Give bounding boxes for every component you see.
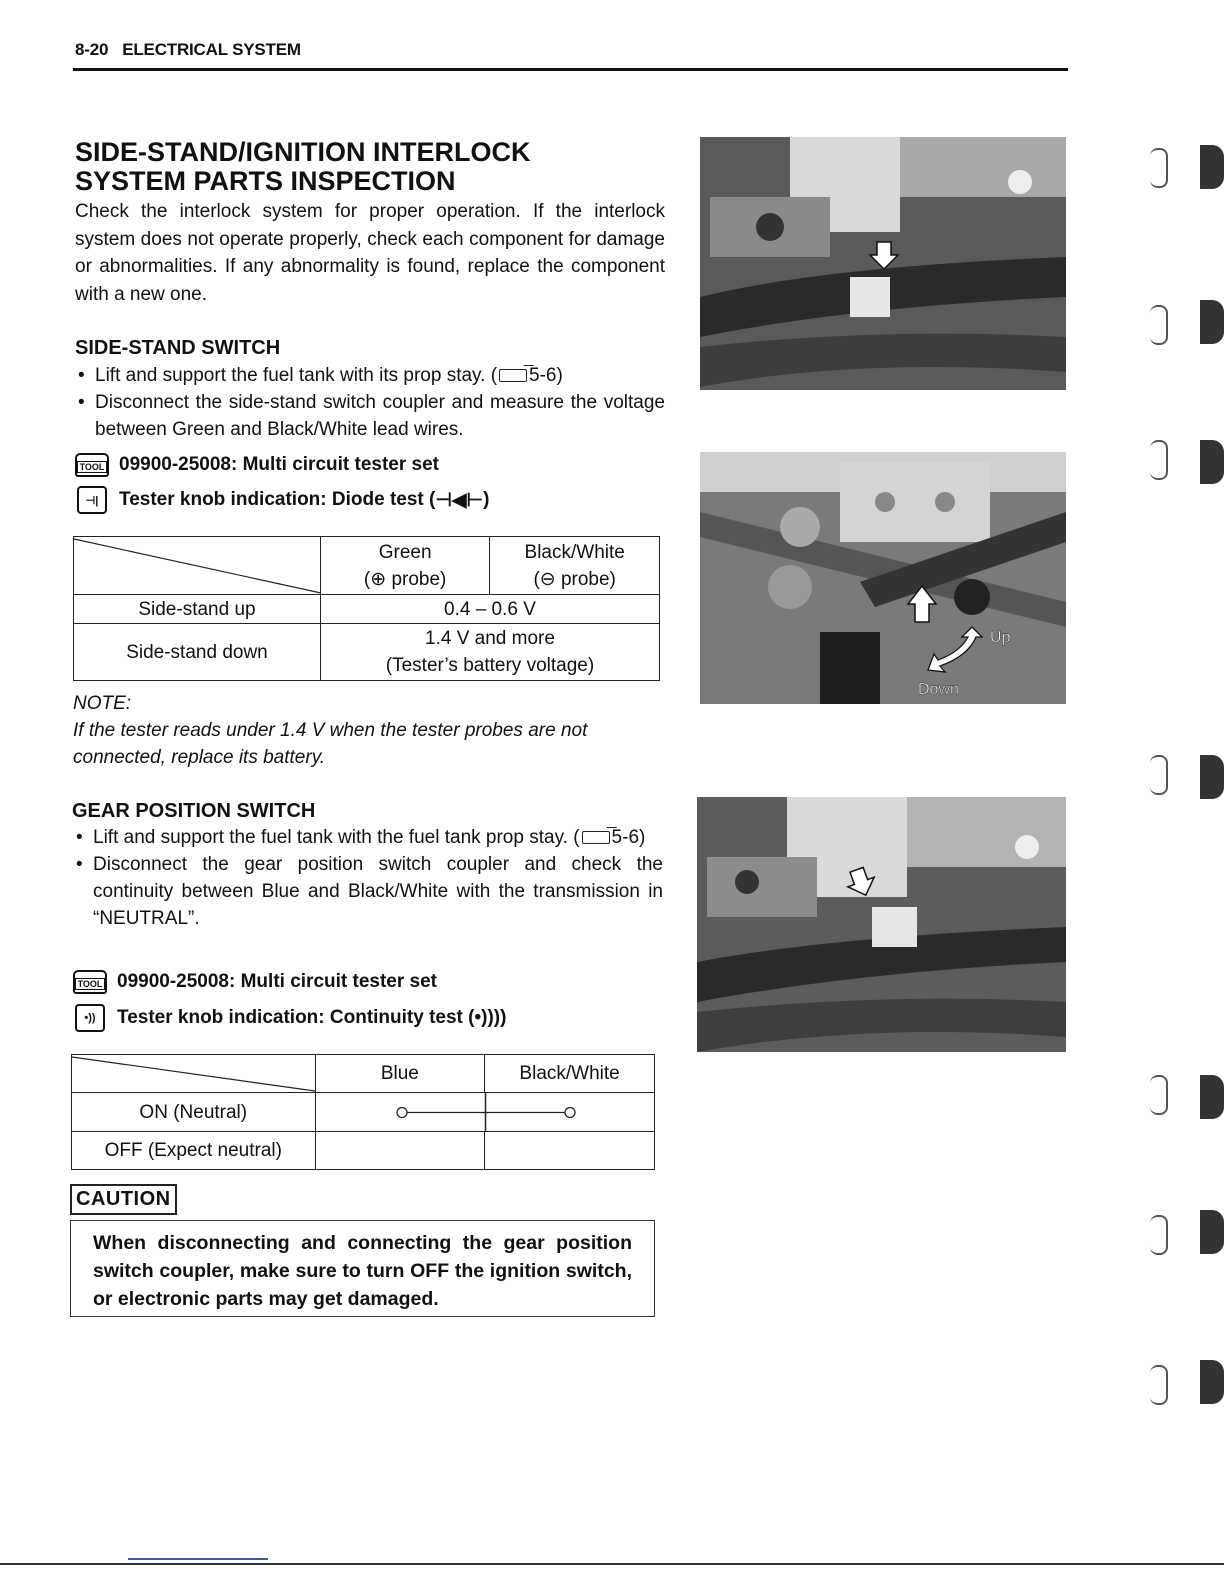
row-label: Side-stand down <box>74 624 321 681</box>
page-bottom-mark <box>128 1558 268 1560</box>
binder-tab <box>1200 300 1224 344</box>
knob-label: Tester knob indication: Continuity test ( <box>117 1007 475 1028</box>
binder-tab <box>1200 755 1224 799</box>
empty-cell <box>485 1132 655 1170</box>
list-item <box>73 824 663 851</box>
tool-icon <box>75 453 109 477</box>
photo-side-stand-switch <box>700 452 1066 704</box>
row-label: Side-stand up <box>74 595 321 624</box>
down-label: Down <box>918 681 959 698</box>
page-header <box>75 40 301 60</box>
note-block <box>73 690 665 771</box>
continuity-cell <box>315 1093 654 1132</box>
binder-tab <box>1200 440 1224 484</box>
row-value: 0.4 – 0.6 V <box>320 595 659 624</box>
value-line: 1.4 V and more <box>425 628 555 649</box>
photo-side-stand-coupler <box>700 137 1066 390</box>
gear-position-steps <box>73 824 663 932</box>
page-bottom-edge <box>0 1563 1224 1565</box>
step-text: Lift and support the fuel tank with the fuel tank prop stay. ( <box>93 827 580 848</box>
caution-box: When disconnecting and connecting the gear position switch coupler, make sure to turn OFF the ignition switch, or electronic parts may get damaged. <box>70 1220 655 1317</box>
step-reference: 5-6) <box>611 827 646 848</box>
list-item: • Disconnect the gear position switch coupler and check the continuity between Blue and Black/White with the transmission in “NEUTRAL”. <box>73 851 663 932</box>
tool-line <box>75 453 439 477</box>
row-value <box>320 624 659 681</box>
binder-tab <box>1200 1210 1224 1254</box>
table-corner <box>72 1055 316 1093</box>
knob-close: ) <box>500 1007 507 1028</box>
knob-line <box>77 486 489 514</box>
reference-icon <box>582 831 610 844</box>
binder-tab <box>1150 440 1168 480</box>
binder-tab <box>1200 145 1224 189</box>
binder-tab <box>1150 148 1168 188</box>
binder-tab <box>1150 1075 1168 1115</box>
column-sublabel: (⊖ probe) <box>533 568 616 590</box>
binder-tab <box>1200 1075 1224 1119</box>
step-reference: 5-6) <box>529 365 563 386</box>
gear-position-table <box>71 1054 655 1170</box>
up-label: Up <box>990 629 1011 646</box>
binder-tab <box>1150 1215 1168 1255</box>
tool-icon-text: TOOL <box>77 461 108 473</box>
value-line: (Tester’s battery voltage) <box>385 655 595 676</box>
caution-label: CAUTION <box>70 1184 177 1215</box>
diagonal-line <box>72 1055 315 1093</box>
knob-line <box>75 1004 506 1032</box>
side-stand-steps <box>75 362 665 443</box>
table-corner <box>74 537 321 595</box>
tool-label: 09900-25008: Multi circuit tester set <box>119 454 439 475</box>
column-label: Green <box>378 541 432 563</box>
diode-symbol: ⊣◀⊢ <box>435 489 484 511</box>
binder-tab <box>1150 305 1168 345</box>
section-title: ELECTRICAL SYSTEM <box>122 40 301 59</box>
reference-icon <box>499 369 527 382</box>
page-number: 8-20 <box>75 40 109 59</box>
table-header <box>490 537 660 595</box>
note-text: If the tester reads under 1.4 V when the tester probes are not connected, replace its battery. <box>73 720 588 768</box>
column-label: Black/White <box>524 541 625 563</box>
continuity-connection <box>316 1093 654 1132</box>
list-item <box>75 362 665 389</box>
side-stand-heading: SIDE-STAND SWITCH <box>75 337 281 359</box>
continuity-symbol: •))) <box>474 1007 501 1028</box>
row-label: OFF (Expect neutral) <box>72 1132 316 1170</box>
intro-paragraph: Check the interlock system for proper operation. If the interlock system does not operate properly, check each component for damage or abnormalities. If any abnormality is found, replace the component with a new one. <box>75 201 665 305</box>
step-text: Lift and support the fuel tank with its prop stay. ( <box>95 365 498 386</box>
row-label: ON (Neutral) <box>72 1093 316 1132</box>
knob-close: ) <box>483 489 490 510</box>
diagonal-line <box>74 537 321 595</box>
tool-line <box>73 970 437 994</box>
table-row <box>72 1093 655 1132</box>
table-row <box>72 1132 655 1170</box>
table-header: Black/White <box>485 1055 655 1093</box>
note-label: NOTE: <box>73 693 132 714</box>
table-header <box>320 537 489 595</box>
table-header: Blue <box>315 1055 485 1093</box>
column-sublabel: (⊕ probe) <box>363 568 447 590</box>
tester-meter-icon: ⊣| <box>77 486 107 514</box>
tool-icon <box>73 970 107 994</box>
tool-icon-text: TOOL <box>75 978 106 990</box>
tool-label: 09900-25008: Multi circuit tester set <box>117 971 437 992</box>
gear-position-heading: GEAR POSITION SWITCH <box>72 800 316 822</box>
empty-cell <box>315 1132 485 1170</box>
binder-tab <box>1200 1360 1224 1404</box>
table-row <box>74 595 660 624</box>
photo-gear-position-coupler <box>697 797 1066 1052</box>
tester-meter-icon: •)) <box>75 1004 105 1032</box>
list-item: • Disconnect the side-stand switch coupler and measure the voltage between Green and Black/White lead wires. <box>75 389 665 443</box>
binder-tab <box>1150 1365 1168 1405</box>
header-rule <box>73 68 1068 71</box>
page-title: SIDE-STAND/IGNITION INTERLOCK SYSTEM PARTS INSPECTION <box>75 137 531 196</box>
side-stand-table <box>73 536 660 681</box>
binder-tab <box>1150 755 1168 795</box>
knob-label: Tester knob indication: Diode test ( <box>119 489 436 510</box>
table-row <box>74 624 660 681</box>
